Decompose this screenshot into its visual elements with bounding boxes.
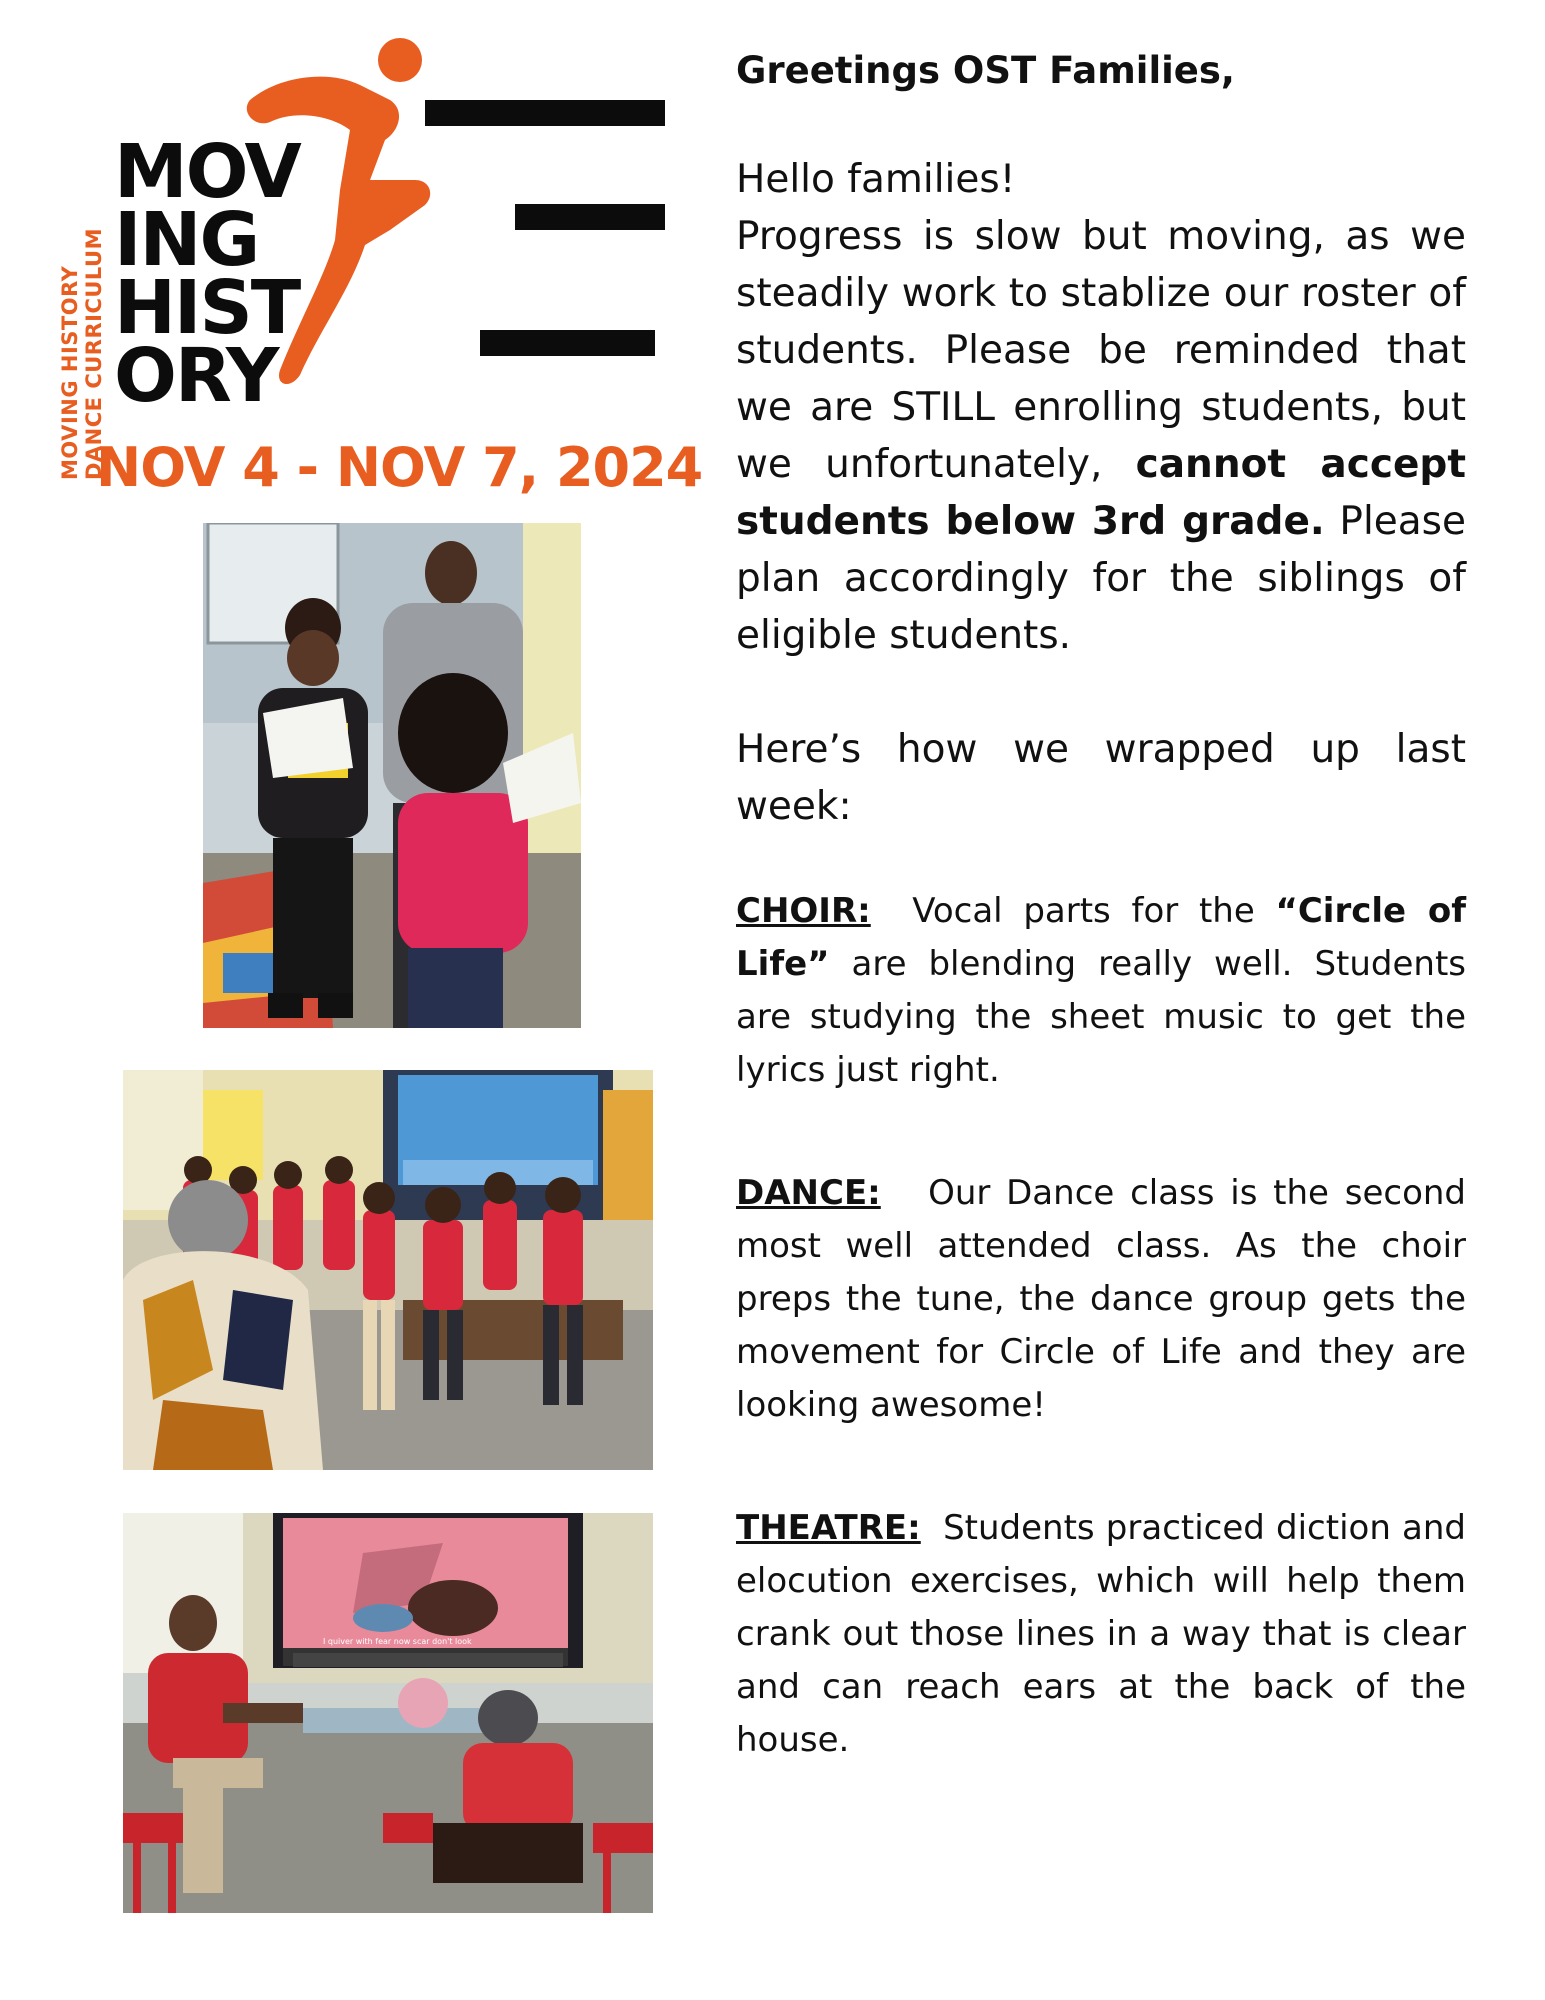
logo-bar-3: [480, 330, 655, 356]
theatre-photo: [123, 1513, 653, 1913]
logo-word-1: MOV: [114, 129, 300, 215]
intro-text-bold: cannot accept students below 3rd grade.: [736, 442, 1466, 544]
hello-line: Hello families!: [736, 157, 1016, 202]
choir-photo: [203, 523, 581, 1028]
logo-word-4: ORY: [114, 333, 278, 419]
screen-caption: I quiver with fear now scar don't look: [323, 1637, 472, 1646]
theatre-text: Students practiced diction and elocution exercises, which will help them crank out those lines in a way that is clear and can reach ears at the back of the house.: [736, 1508, 1477, 1760]
logo-side-line1: MOVING HISTORY: [58, 265, 82, 480]
wrap-up-line: Here’s how we wrapped up last week:: [736, 727, 1466, 829]
logo-word-3: HIST: [114, 265, 300, 351]
intro-text-b: Please plan accordingly for the siblings of eligible students.: [736, 499, 1466, 658]
theatre-section: [736, 1502, 1477, 1767]
choir-section: [736, 885, 1466, 1097]
choir-text-b: are blending really well. Students are studying the sheet music to get the lyrics just right.: [736, 944, 1466, 1090]
intro-paragraph: [736, 208, 1466, 664]
choir-text-bold: “Circle of Life”: [736, 891, 1466, 984]
logo-bar-1: [425, 100, 665, 126]
dancer-figure-icon: [240, 30, 500, 390]
dance-section: [736, 1167, 1477, 1432]
dance-photo: [123, 1070, 653, 1470]
logo-side-line2: DANCE CURRICULUM: [82, 228, 106, 480]
theatre-heading: THEATRE:: [736, 1508, 921, 1548]
dance-heading: DANCE:: [736, 1173, 881, 1213]
event-dates: NOV 4 - NOV 7, 2024: [96, 436, 703, 499]
dance-text: Our Dance class is the second most well attended class. As the choir preps the tune, the dance group gets the movement for Circle of Life and they are looking awesome!: [736, 1173, 1477, 1425]
choir-text-a: Vocal parts for the: [870, 891, 1276, 931]
greeting: Greetings OST Families,: [736, 49, 1235, 92]
intro-text-a: Progress is slow but moving, as we steadily work to stablize our roster of students. Please be reminded that we are STILL enrolling students, but we unfortunately,: [736, 214, 1466, 487]
choir-heading: CHOIR:: [736, 891, 871, 931]
letter-column: [736, 48, 1477, 1767]
logo-bar-2: [515, 204, 665, 230]
logo-word-2: ING: [114, 197, 259, 283]
